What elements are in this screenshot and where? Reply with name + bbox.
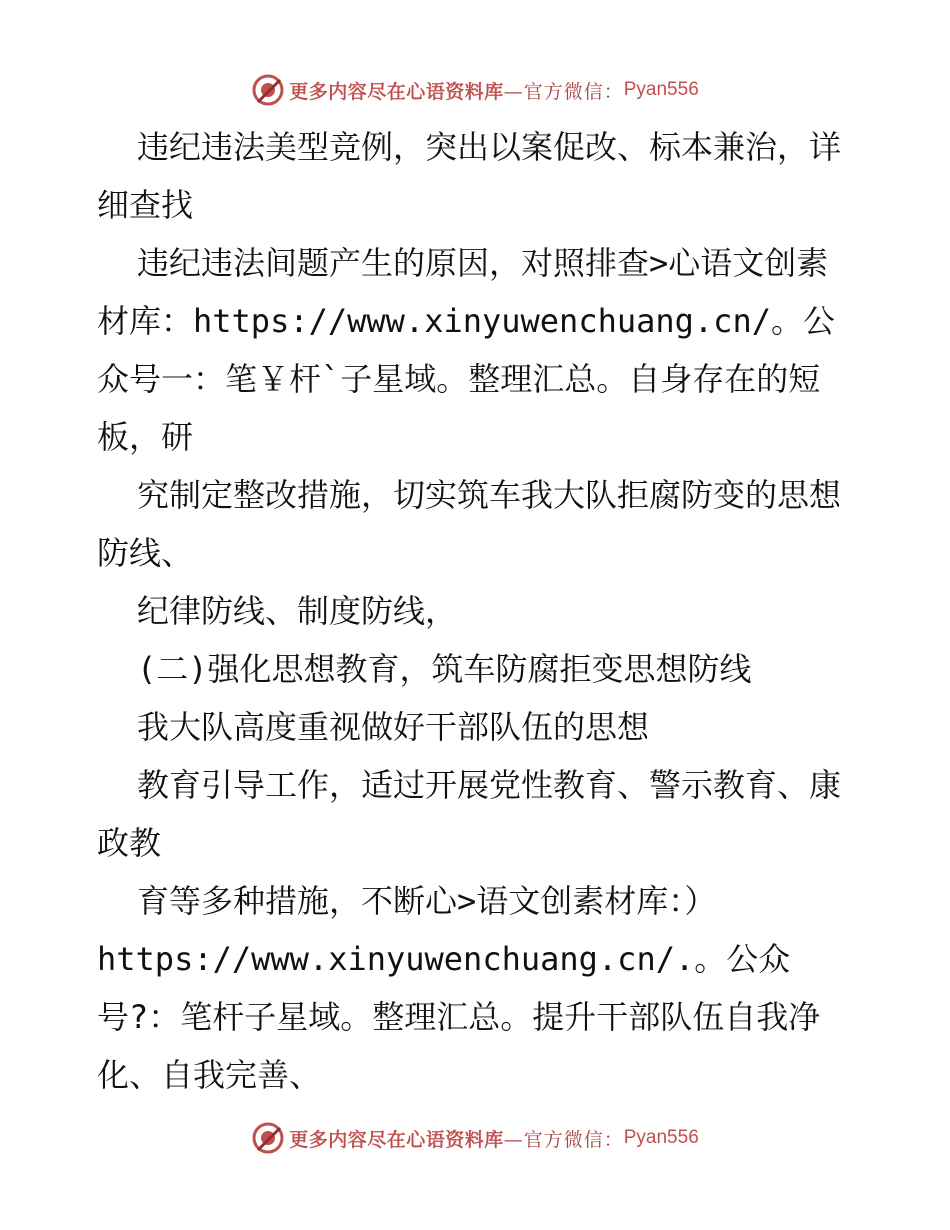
banner-site-text: 更多内容尽在心语资料库 — [289, 80, 504, 103]
paragraph-5: (二)强化思想教育，筑车防腐拒变思想防线 — [137, 650, 752, 688]
paragraph-8: 育等多种措施，不断心>语文创素材库：）https://www.xinyuwenchuang.cn/.。公众号?：笔杆子星域。整理汇总。提升干部队伍自我净化、自我完善、 — [97, 882, 821, 1094]
pen-logo-icon — [251, 1121, 285, 1155]
banner-wechat-label: —官方微信： — [503, 1128, 624, 1151]
banner-wechat-label: —官方微信： — [503, 80, 624, 103]
paragraph-6: 我大队高度重视做好干部队伍的思想 — [137, 708, 650, 746]
paragraph-4: 纪律防线、制度防线， — [137, 592, 458, 630]
paragraph-7: 教育引导工作，适过开展党性教育、警示教育、康政教 — [97, 766, 842, 862]
footer-banner — [0, 1118, 950, 1158]
paragraph-2: 违纪违法间题产生的原因，对照排查>心语文创素材库：https://www.xinyuwenchuang.cn/。公众号一：笔￥杆`子星域。整理汇总。自身存在的短板，研 — [97, 244, 835, 456]
banner-wechat-id: Pyan556 — [623, 79, 699, 100]
paragraph-3: 究制定整改措施，切实筑车我大队拒腐防变的思想防线、 — [97, 476, 842, 572]
pen-logo-icon — [251, 73, 285, 107]
header-banner — [0, 70, 950, 110]
paragraph-1: 违纪违法美型竞例，突出以案促改、标本兼治，详细查找 — [97, 128, 842, 224]
banner-site-text: 更多内容尽在心语资料库 — [289, 1128, 504, 1151]
document-body — [97, 118, 857, 1104]
banner-wechat-id: Pyan556 — [623, 1127, 699, 1148]
